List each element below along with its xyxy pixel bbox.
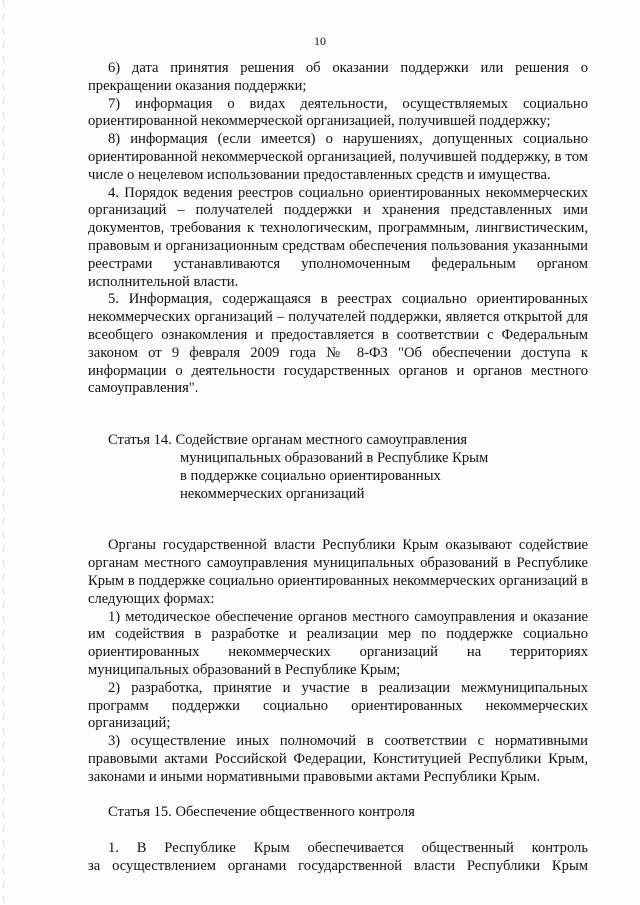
article-14-heading [88,432,588,503]
article-14-heading-line-2: муниципальных образований в Республике Крым [180,449,489,466]
spacer [88,786,588,804]
article-14-heading-line-4: некоммерческих организаций [180,485,365,502]
paragraph-item-7: 7) информация о видах деятельности, осуществляемых социально ориентированной некоммерческой организацией, получившей поддержку; [88,95,588,130]
article-14-item-3: 3) осуществление иных полномочий в соответствии с нормативными правовыми актами Российской Федерации, Конституцией Республики Крым, законами и иными нормативными правовыми актами Республики Крым. [88,733,588,785]
article-15-heading [88,804,588,822]
page-number: 10 [314,34,326,48]
paragraph-section-5: 5. Информация, содержащаяся в реестрах социально ориентированных некоммерческих организаций – получателей поддержки, является открытой для всеобщего ознакомления и предоставляется в соответствии с Федеральным законом от 9 февраля 2009 года № 8-ФЗ "Об обеспечении доступа к информации о деятельности государственных органов и органов местного самоуправления". [88,291,588,397]
spacer [88,503,588,537]
article-14-heading-line-1: Статья 14. Содействие органам местного самоуправления [108,432,468,449]
paragraph-section-4: 4. Порядок ведения реестров социально ориентированных некоммерческих организаций – получателей поддержки и хранения представленных ими документов, требования к технологическим, программным, лингвистическим, правовым и организационным средствам обеспечения пользования указанными реестрами устанавливаются уполномоченным федеральным органом исполнительной власти. [88,184,588,290]
spacer [88,822,588,840]
spacer [88,398,588,432]
article-15-paragraph-1-continuation: за осуществлением органами государственной власти Республики Крым [88,858,588,875]
article-14-intro: Органы государственной власти Республики Крым оказывают содействие органам местного самоуправления муниципальных образований в Республике Крым в поддержке социально ориентированных некоммерческих организаций в следующих формах: [88,537,588,607]
document-body [88,60,588,876]
paragraph-item-6: 6) дата принятия решения об оказании поддержки или решения о прекращении оказания поддержки; [88,60,588,94]
article-15-heading-text: Статья 15. Обеспечение общественного контроля [108,804,415,821]
article-14-heading-line-3: в поддержке социально ориентированных [180,467,441,484]
article-14-item-1: 1) методическое обеспечение органов местного самоуправления и оказание им содействия в разработке и реализации мер по поддержке социально ориентированных некоммерческих организаций на территориях муниципальных образований в Республике Крым; [88,608,588,678]
paragraph-item-8: 8) информация (если имеется) о нарушениях, допущенных социально ориентированной некоммерческой организацией, получившей поддержку, в том числе о нецелевом использовании предоставленных средств и имущества. [88,131,588,183]
article-15-paragraph-1-start: 1. В Республике Крым обеспечивается общественный контроль [108,840,588,857]
article-14-item-2: 2) разработка, принятие и участие в реализации межмуниципальных программ поддержки социально ориентированных некоммерческих организаций; [88,679,588,732]
scan-edge-mark [3,0,4,905]
